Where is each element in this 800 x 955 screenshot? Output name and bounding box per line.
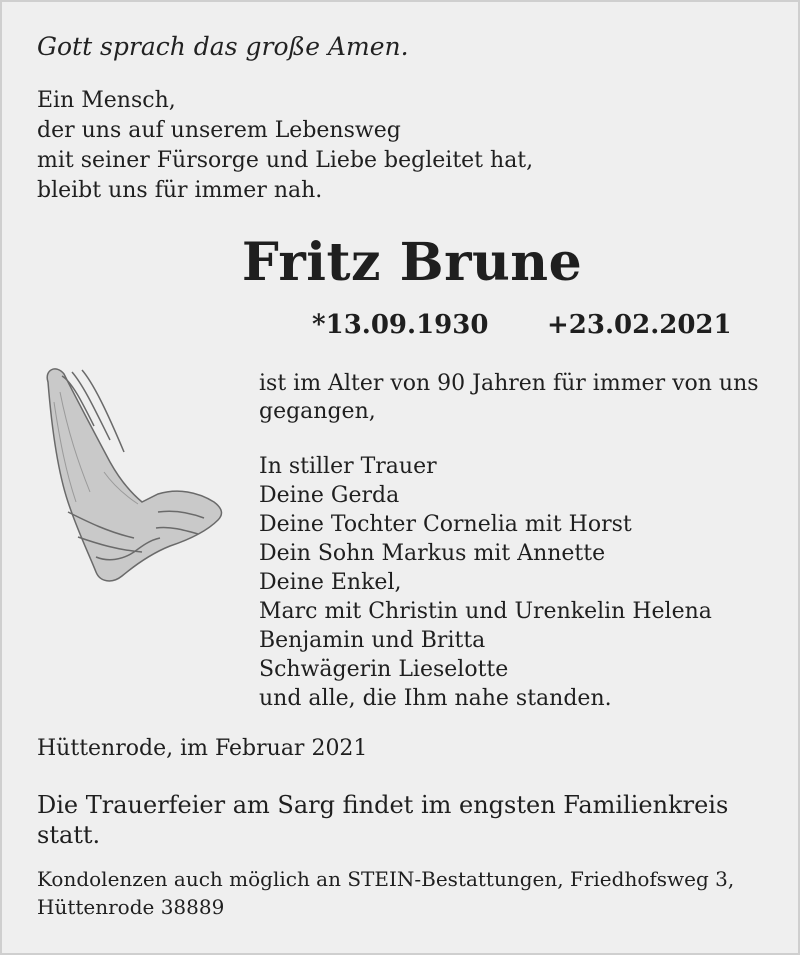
condolence-notice: Kondolenzen auch möglich an STEIN-Bestattungen, Friedhofsweg 3, Hüttenrode 38889 xyxy=(37,867,735,919)
intro-line: Ein Mensch, xyxy=(37,88,176,113)
deceased-name: Fritz Brune xyxy=(241,232,583,293)
mourner-line: Marc mit Christin und Urenkelin Helena xyxy=(259,599,712,624)
passed-text: ist im Alter von 90 Jahren für immer von uns gegangen, xyxy=(259,371,759,424)
mourner-line: Schwägerin Lieselotte xyxy=(259,657,509,682)
ceremony-notice: Die Trauerfeier am Sarg findet im engsten Familienkreis statt. xyxy=(37,791,729,849)
mourner-line: In stiller Trauer xyxy=(259,454,437,479)
intro-line: bleibt uns für immer nah. xyxy=(37,178,323,203)
mourner-line: Deine Enkel, xyxy=(259,570,402,595)
mourner-line: Benjamin und Britta xyxy=(259,628,486,653)
mourner-line: und alle, die Ihm nahe standen. xyxy=(259,686,612,711)
intro-line: der uns auf unserem Lebensweg xyxy=(37,118,401,143)
intro-line: mit seiner Fürsorge und Liebe begleitet hat, xyxy=(37,148,534,173)
birth-date: *13.09.1930 xyxy=(312,310,489,340)
mourner-line: Dein Sohn Markus mit Annette xyxy=(259,541,606,566)
mourner-line: Deine Tochter Cornelia mit Horst xyxy=(259,512,632,537)
place-and-date: Hüttenrode, im Februar 2021 xyxy=(37,736,368,761)
mourner-line: Deine Gerda xyxy=(259,483,400,508)
motto-line: Gott sprach das große Amen. xyxy=(37,32,409,61)
intro-verse xyxy=(37,86,533,206)
death-date: +23.02.2021 xyxy=(547,310,732,340)
mourners-list xyxy=(259,453,712,714)
praying-hands-icon xyxy=(38,362,228,587)
